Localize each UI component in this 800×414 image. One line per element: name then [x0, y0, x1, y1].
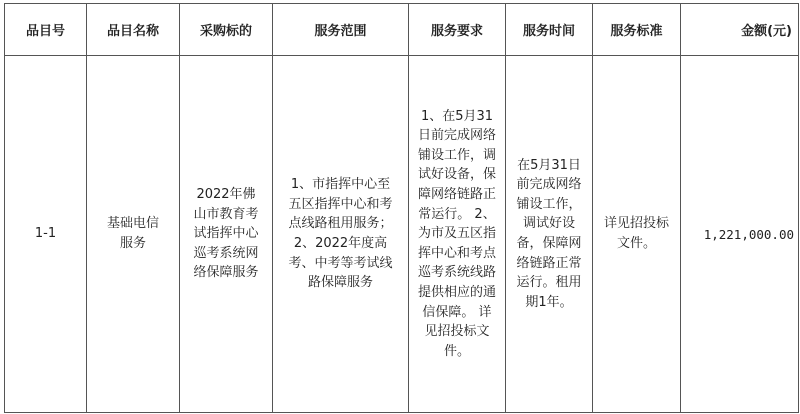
header-item-name: 品目名称: [87, 4, 180, 56]
item-name-text: 基础电信服务: [106, 216, 159, 251]
header-row: [5, 4, 799, 56]
procurement-table: [4, 3, 799, 413]
header-scope: 服务范围: [273, 4, 409, 56]
standard-text: 详见招投标文件。: [603, 216, 669, 251]
cell-time: [506, 56, 593, 413]
cell-target: [180, 56, 273, 413]
requirement-text: 1、在5月31日前完成网络铺设工作，调试好设备，保障网络链路正常运行。 2、为市及五区指挥中心和考点巡考系统线路提供相应的通信保障。 详见招投标文件。: [417, 108, 496, 359]
cell-amount: 1,221,000.00: [681, 56, 799, 413]
header-target: 采购标的: [180, 4, 273, 56]
target-text: 2022年佛山市教育考试指挥中心巡考系统网络保障服务: [193, 187, 259, 281]
header-standard: 服务标准: [593, 4, 681, 56]
cell-item-no: [5, 56, 87, 413]
cell-standard: [593, 56, 681, 413]
header-amount: 金额(元): [681, 4, 799, 56]
cell-item-name: [87, 56, 180, 413]
scope-text: 1、市指挥中心至五区指挥中心和考点线路租用服务；2、2022年度高考、中考等考试线路保障服务: [288, 177, 393, 291]
header-item-no: 品目号: [5, 4, 87, 56]
item-no-text: 1-1: [34, 226, 57, 242]
header-requirement: 服务要求: [409, 4, 506, 56]
cell-requirement: [409, 56, 506, 413]
cell-scope: [273, 56, 409, 413]
time-text: 在5月31日前完成网络铺设工作，调试好设备，保障网络链路正常运行。租用期1年。: [516, 157, 582, 310]
header-time: 服务时间: [506, 4, 593, 56]
table-row: [5, 56, 799, 413]
